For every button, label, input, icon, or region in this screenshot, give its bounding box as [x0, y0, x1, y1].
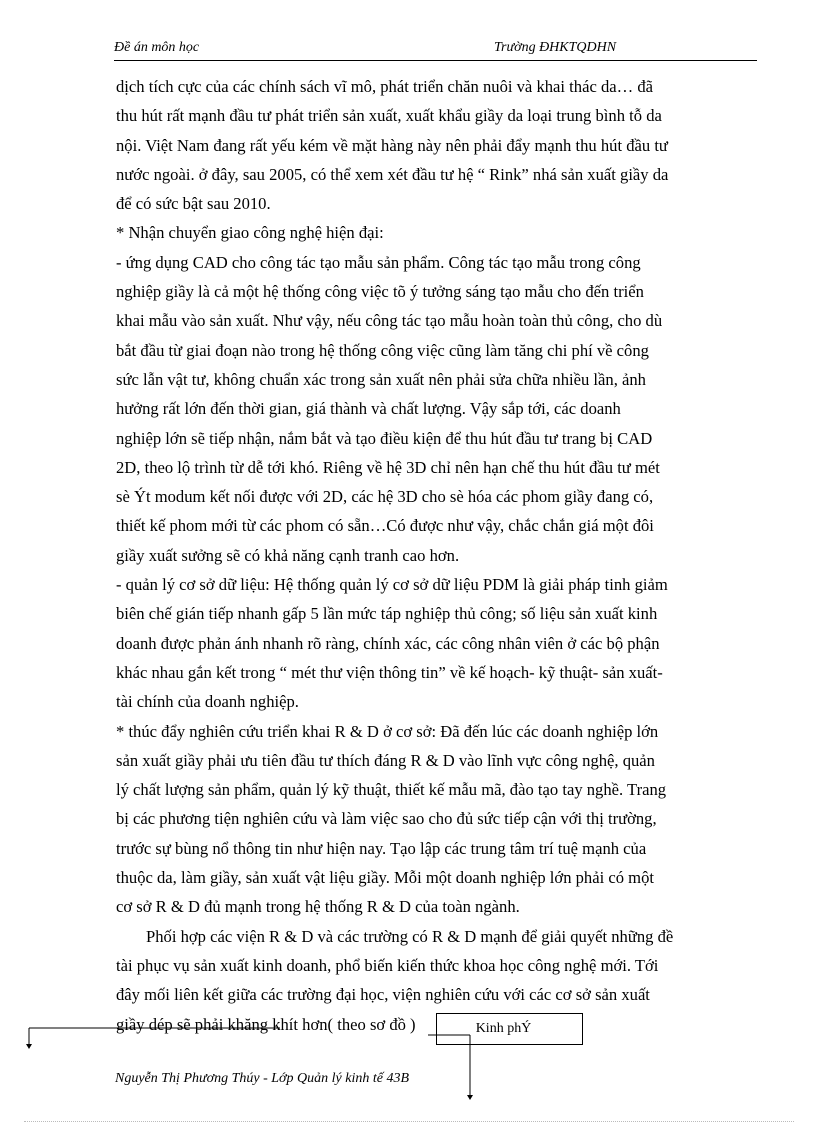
text-line: sản xuất giầy phải ưu tiên đầu tư thích đáng R & D vào lĩnh vực công nghệ, quản: [116, 750, 655, 770]
text-line: sè Ýt modum kết nối được với 2D, các hệ 3D cho sè hóa các phom giầy đang có,: [116, 487, 654, 507]
text-line: khác nhau gắn kết trong “ mét thư viện thông tin” về kế hoạch- kỹ thuật- sản xuất-: [116, 662, 663, 682]
text-line: bắt đầu từ giai đoạn nào trong hệ thống công việc cũng làm tăng chi phí về công: [116, 340, 649, 360]
text-line: 2D, theo lộ trình từ dễ tới khó. Riêng về hệ 3D chỉ nên hạn chế thu hút đầu tư mét: [116, 457, 660, 477]
text-line: nội. Việt Nam đang rất yếu kém về mặt hàng này nên phải đẩy mạnh thu hút đầu tư: [116, 135, 668, 155]
text-line: nghiệp giầy là cả một hệ thống công việc tõ ý tưởng sáng tạo mẫu cho đến triển: [116, 282, 644, 302]
text-line: doanh được phản ánh nhanh rõ ràng, chính xác, các công nhân viên ở các bộ phận: [116, 633, 660, 653]
text-line: trước sự bùng nổ thông tin như hiện nay. Tạo lập các trung tâm trí tuệ mạnh của: [116, 838, 647, 858]
text-line: lý chất lượng sản phẩm, quản lý kỹ thuật, thiết kế mẫu mã, đào tạo tay nghề. Trang: [116, 780, 667, 800]
document-body: [116, 72, 756, 1039]
text-line: nước ngoài. ở đây, sau 2005, có thể xem xét đầu tư hệ “ Rink” nhá sản xuất giầy da: [116, 164, 669, 184]
text-line: khai mẫu vào sản xuất. Như vậy, nếu công tác tạo mẫu hoàn toàn thủ công, cho dù: [116, 311, 663, 331]
text-line: giầy xuất sưởng sẽ có khả năng cạnh tranh cao hơn.: [116, 545, 460, 565]
text-line: cơ sở R & D đủ mạnh trong hệ thống R & D của toàn ngành.: [116, 897, 520, 917]
text-line: thu hút rất mạnh đầu tư phát triển sản xuất, xuất khẩu giầy da loại trung bình tỗ da: [116, 106, 662, 126]
text-line: bị các phương tiện nghiên cứu và làm việc sao cho đủ sức tiếp cận với thị trường,: [116, 809, 657, 829]
text-line: biên chế gián tiếp nhanh gấp 5 lần mức táp nghiệp thủ công; số liệu sản xuất kinh: [116, 604, 658, 624]
text-line: đây mối liên kết giữa các trường đại học, viện nghiên cứu với các cơ sở sản xuất: [116, 985, 650, 1005]
header-course-title: Đề án môn học: [114, 40, 200, 55]
section-heading-technology: * Nhận chuyển giao công nghệ hiện đại:: [116, 223, 384, 243]
text-line: tài phục vụ sản xuất kinh doanh, phổ biến kiến thức khoa học công nghệ mới. Tới: [116, 955, 659, 975]
text-line: Phối hợp các viện R & D và các trường có R & D mạnh để giải quyết những đề: [146, 926, 674, 946]
page-header: [114, 38, 757, 61]
text-line: dịch tích cực của các chính sách vĩ mô, phát triển chăn nuôi và khai thác da… đã: [116, 77, 654, 96]
arrowhead-icon: [467, 1095, 473, 1100]
text-line: giầy dép sẽ phải khăng khít hơn( theo sơ đồ ): [116, 1014, 416, 1034]
page-footer: Nguyễn Thị Phương Thúy - Lớp Quản lý kinh tế 43B: [115, 1071, 409, 1086]
text-line: thiết kế phom mới từ các phom có sẵn…Có được như vậy, chắc chắn giá một đôi: [116, 516, 654, 536]
text-line: tài chính của doanh nghiệp.: [116, 692, 299, 712]
page-bottom-border: [24, 1121, 794, 1122]
text-line: để có sức bật sau 2010.: [116, 194, 271, 214]
section-heading-rnd: * thúc đẩy nghiên cứu triển khai R & D ở cơ sở: Đã đến lúc các doanh nghiệp lớn: [116, 721, 659, 741]
text-line: sức lẫn vật tư, không chuẩn xác trong sản xuất nên phải sửa chữa nhiều lần, ảnh: [116, 369, 646, 389]
header-university: Trường ĐHKTQDHN: [494, 40, 617, 55]
arrowhead-icon: [26, 1044, 32, 1049]
text-line: - quản lý cơ sở dữ liệu: Hệ thống quản lý cơ sở dữ liệu PDM là giải pháp tinh giảm: [116, 575, 668, 595]
text-line: nghiệp lớn sẽ tiếp nhận, nắm bắt và tạo điều kiện để thu hút đầu tư trang bị CAD: [116, 428, 653, 448]
text-line: thuộc da, làm giầy, sản xuất vật liệu giầy. Mỗi một doanh nghiệp lớn phải có một: [116, 868, 654, 888]
text-line: hưởng rất lớn đến thời gian, giá thành và chất lượng. Vậy sắp tới, các doanh: [116, 399, 621, 419]
diagram-box-funding: Kinh phÝ: [436, 1013, 583, 1045]
text-line: - ứng dụng CAD cho công tác tạo mẫu sản phẩm. Công tác tạo mẫu trong công: [116, 252, 641, 272]
